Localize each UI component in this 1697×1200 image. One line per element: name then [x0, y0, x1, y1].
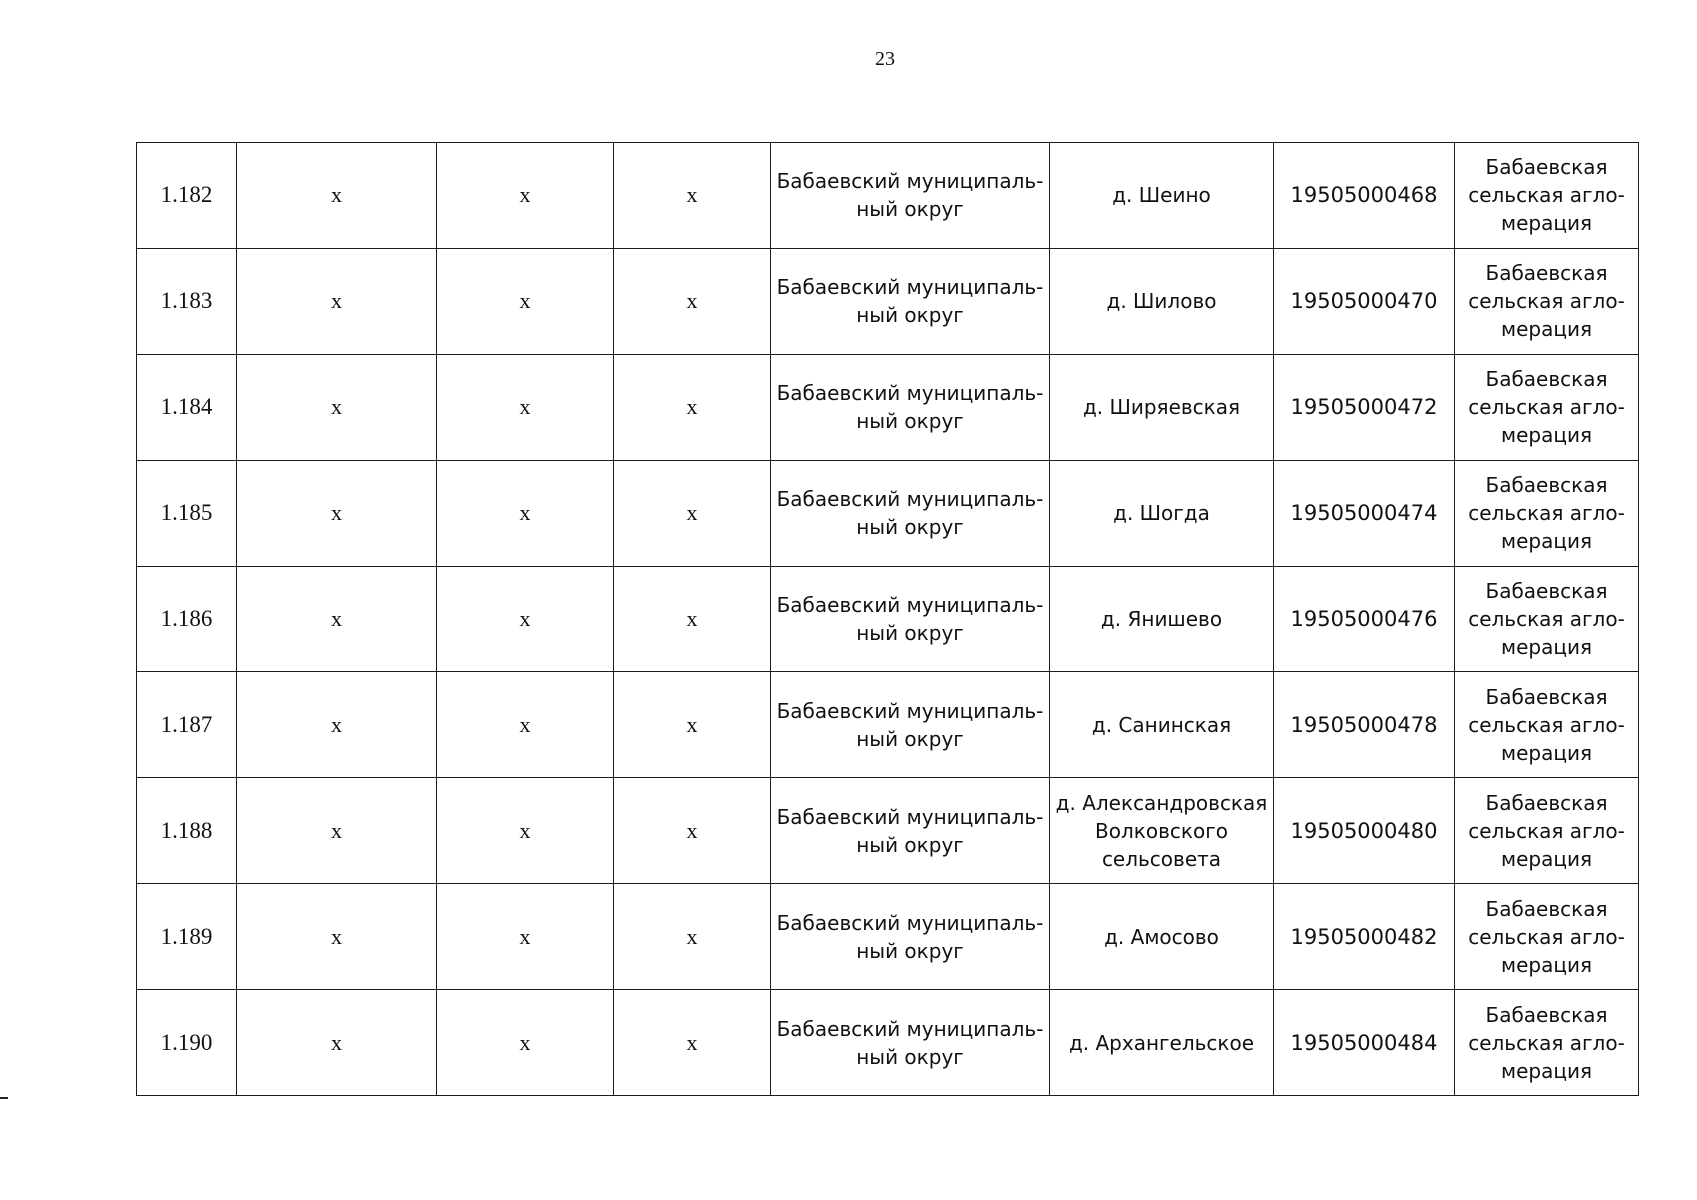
x-mark-cell-1: x — [237, 566, 437, 672]
settlement-cell — [1050, 460, 1274, 566]
x-mark-cell-1: x — [237, 884, 437, 990]
district-line: Бабаевский муниципаль- — [776, 169, 1044, 194]
oktmo-code-cell: 19505000472 — [1274, 354, 1455, 460]
oktmo-code-cell: 19505000476 — [1274, 566, 1455, 672]
district-line: Бабаевский муниципаль- — [776, 592, 1044, 617]
table-row — [137, 143, 1639, 249]
district-line: ный округ — [856, 197, 964, 222]
x-mark-cell-2: x — [437, 778, 614, 884]
row-number-cell: 1.184 — [137, 354, 237, 460]
row-number-cell: 1.183 — [137, 248, 237, 354]
agglomeration-line: мерация — [1501, 317, 1592, 342]
x-mark-cell-1: x — [237, 778, 437, 884]
x-mark-cell-2: x — [437, 248, 614, 354]
table-row — [137, 990, 1639, 1096]
district-cell — [771, 778, 1050, 884]
settlement-cell — [1050, 566, 1274, 672]
settlement-line: д. Архангельское — [1068, 1030, 1255, 1055]
agglomeration-cell — [1455, 143, 1639, 249]
x-mark-cell-2: x — [437, 672, 614, 778]
x-mark-cell-1: x — [237, 990, 437, 1096]
oktmo-code-cell: 19505000480 — [1274, 778, 1455, 884]
agglomeration-cell — [1455, 566, 1639, 672]
district-cell — [771, 566, 1050, 672]
settlement-line: д. Амосово — [1104, 924, 1219, 949]
district-line: Бабаевский муниципаль- — [776, 275, 1044, 300]
settlement-line: д. Шилово — [1106, 289, 1217, 314]
settlement-cell — [1050, 990, 1274, 1096]
x-mark-cell-2: x — [437, 990, 614, 1096]
agglomeration-line: Бабаевская — [1485, 1002, 1608, 1027]
x-mark-cell-1: x — [237, 143, 437, 249]
x-mark-cell-2: x — [437, 460, 614, 566]
row-number-cell: 1.182 — [137, 143, 237, 249]
district-line: ный округ — [856, 303, 964, 328]
district-cell — [771, 884, 1050, 990]
district-cell — [771, 990, 1050, 1096]
x-mark-cell-3: x — [614, 778, 771, 884]
agglomeration-line: мерация — [1501, 423, 1592, 448]
settlement-line: Волковского — [1095, 818, 1228, 843]
x-mark-cell-3: x — [614, 248, 771, 354]
agglomeration-line: Бабаевская — [1485, 790, 1608, 815]
agglomeration-line: Бабаевская — [1485, 473, 1608, 498]
district-line: Бабаевский муниципаль- — [776, 487, 1044, 512]
settlement-cell — [1050, 248, 1274, 354]
table-row — [137, 778, 1639, 884]
district-cell — [771, 143, 1050, 249]
row-number-cell: 1.186 — [137, 566, 237, 672]
settlement-line: д. Шеино — [1112, 183, 1211, 208]
agglomeration-line: Бабаевская — [1485, 155, 1608, 180]
agglomeration-cell — [1455, 990, 1639, 1096]
margin-mark — [0, 1097, 8, 1099]
agglomeration-line: Бабаевская — [1485, 896, 1608, 921]
agglomeration-line: мерация — [1501, 634, 1592, 659]
district-line: ный округ — [856, 726, 964, 751]
settlement-line: д. Александровская — [1055, 790, 1268, 815]
settlement-line: д. Янишево — [1100, 606, 1223, 631]
x-mark-cell-3: x — [614, 566, 771, 672]
agglomeration-line: Бабаевская — [1485, 367, 1608, 392]
oktmo-code-cell: 19505000468 — [1274, 143, 1455, 249]
settlement-cell — [1050, 778, 1274, 884]
agglomeration-cell — [1455, 884, 1639, 990]
x-mark-cell-2: x — [437, 566, 614, 672]
agglomeration-line: мерация — [1501, 740, 1592, 765]
table-row — [137, 884, 1639, 990]
agglomeration-line: сельская агло- — [1468, 924, 1625, 949]
x-mark-cell-3: x — [614, 354, 771, 460]
district-line: ный округ — [856, 938, 964, 963]
row-number-cell: 1.188 — [137, 778, 237, 884]
district-cell — [771, 354, 1050, 460]
table-row — [137, 354, 1639, 460]
district-line: Бабаевский муниципаль- — [776, 1016, 1044, 1041]
row-number-cell: 1.189 — [137, 884, 237, 990]
x-mark-cell-3: x — [614, 460, 771, 566]
settlement-cell — [1050, 884, 1274, 990]
district-cell — [771, 460, 1050, 566]
agglomeration-line: Бабаевская — [1485, 261, 1608, 286]
agglomeration-line: сельская агло- — [1468, 606, 1625, 631]
x-mark-cell-3: x — [614, 143, 771, 249]
x-mark-cell-2: x — [437, 884, 614, 990]
agglomeration-line: сельская агло- — [1468, 1030, 1625, 1055]
oktmo-code-cell: 19505000478 — [1274, 672, 1455, 778]
oktmo-code-cell: 19505000474 — [1274, 460, 1455, 566]
district-line: ный округ — [856, 515, 964, 540]
table-body — [137, 143, 1639, 1096]
settlement-cell — [1050, 143, 1274, 249]
agglomeration-cell — [1455, 778, 1639, 884]
settlement-cell — [1050, 354, 1274, 460]
x-mark-cell-1: x — [237, 672, 437, 778]
settlement-line: сельсовета — [1101, 846, 1222, 871]
district-line: Бабаевский муниципаль- — [776, 698, 1044, 723]
settlement-line: д. Ширяевская — [1082, 395, 1241, 420]
x-mark-cell-1: x — [237, 460, 437, 566]
table-row — [137, 672, 1639, 778]
settlements-table — [136, 142, 1639, 1096]
district-line: Бабаевский муниципаль- — [776, 804, 1044, 829]
agglomeration-line: мерация — [1501, 211, 1592, 236]
district-line: ный округ — [856, 832, 964, 857]
x-mark-cell-1: x — [237, 248, 437, 354]
oktmo-code-cell: 19505000484 — [1274, 990, 1455, 1096]
x-mark-cell-3: x — [614, 990, 771, 1096]
agglomeration-line: сельская агло- — [1468, 712, 1625, 737]
row-number-cell: 1.187 — [137, 672, 237, 778]
agglomeration-line: Бабаевская — [1485, 578, 1608, 603]
district-line: ный округ — [856, 1044, 964, 1069]
settlement-line: д. Санинская — [1091, 712, 1232, 737]
agglomeration-cell — [1455, 354, 1639, 460]
table-row — [137, 460, 1639, 566]
district-cell — [771, 248, 1050, 354]
table-row — [137, 566, 1639, 672]
agglomeration-line: сельская агло- — [1468, 395, 1625, 420]
page-number: 23 — [875, 48, 895, 70]
x-mark-cell-1: x — [237, 354, 437, 460]
settlement-cell — [1050, 672, 1274, 778]
agglomeration-line: сельская агло- — [1468, 289, 1625, 314]
agglomeration-line: сельская агло- — [1468, 183, 1625, 208]
row-number-cell: 1.185 — [137, 460, 237, 566]
district-line: ный округ — [856, 620, 964, 645]
row-number-cell: 1.190 — [137, 990, 237, 1096]
oktmo-code-cell: 19505000470 — [1274, 248, 1455, 354]
agglomeration-cell — [1455, 672, 1639, 778]
district-line: ный округ — [856, 409, 964, 434]
agglomeration-cell — [1455, 248, 1639, 354]
district-cell — [771, 672, 1050, 778]
agglomeration-line: сельская агло- — [1468, 501, 1625, 526]
x-mark-cell-2: x — [437, 354, 614, 460]
district-line: Бабаевский муниципаль- — [776, 381, 1044, 406]
agglomeration-line: сельская агло- — [1468, 818, 1625, 843]
agglomeration-line: мерация — [1501, 1058, 1592, 1083]
agglomeration-line: мерация — [1501, 952, 1592, 977]
agglomeration-cell — [1455, 460, 1639, 566]
x-mark-cell-2: x — [437, 143, 614, 249]
table-row — [137, 248, 1639, 354]
oktmo-code-cell: 19505000482 — [1274, 884, 1455, 990]
x-mark-cell-3: x — [614, 672, 771, 778]
settlement-line: д. Шогда — [1113, 501, 1210, 526]
x-mark-cell-3: x — [614, 884, 771, 990]
district-line: Бабаевский муниципаль- — [776, 910, 1044, 935]
agglomeration-line: мерация — [1501, 846, 1592, 871]
agglomeration-line: мерация — [1501, 529, 1592, 554]
agglomeration-line: Бабаевская — [1485, 684, 1608, 709]
